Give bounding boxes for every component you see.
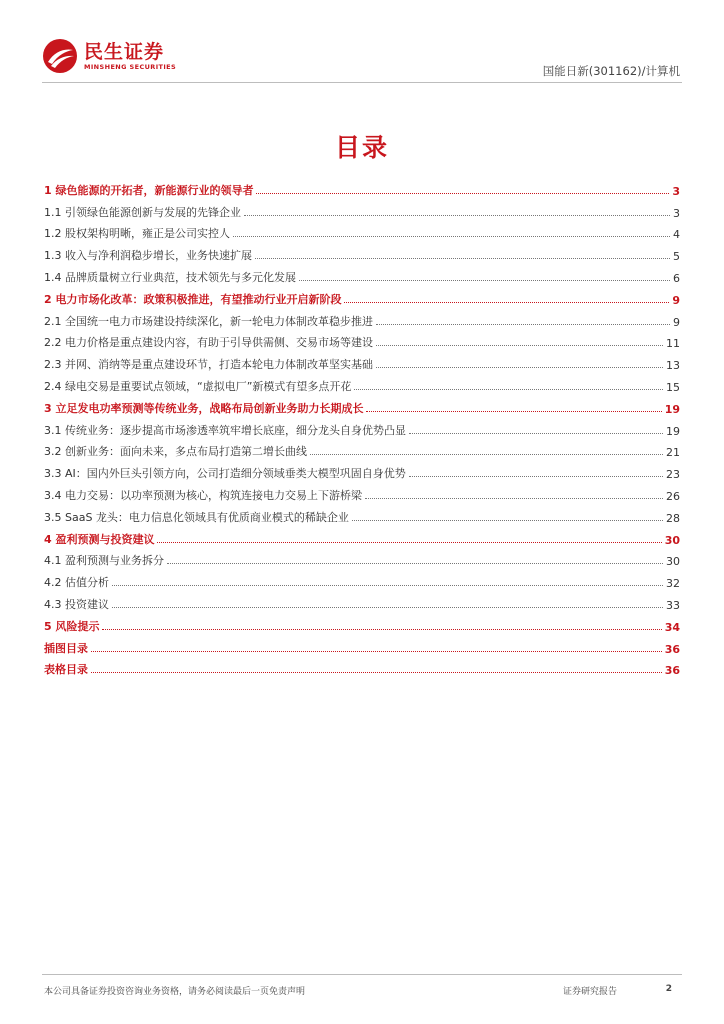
toc-leader-dots: [376, 345, 663, 346]
toc-leader-dots: [376, 324, 670, 325]
toc-entry[interactable]: [44, 525, 680, 547]
toc-entry-title: 3 立足发电功率预测等传统业务，战略布局创新业务助力长期成长: [44, 401, 364, 415]
toc-entry-page: 5: [673, 250, 680, 264]
toc-leader-dots: [102, 629, 661, 630]
toc-entry[interactable]: [44, 394, 680, 416]
toc-leader-dots: [91, 651, 662, 652]
toc-leader-dots: [354, 389, 663, 390]
toc-entry-title: 3.2 创新业务：面向未来，多点布局打造第二增长曲线: [44, 445, 307, 459]
toc-entry-title: 5 风险提示: [44, 619, 100, 633]
toc-entry-page: 34: [664, 620, 680, 634]
toc-entry-title: 表格目录: [44, 663, 88, 677]
toc-leader-dots: [376, 367, 663, 368]
toc-leader-dots: [112, 585, 663, 586]
logo-english-name: MINSHENG SECURITIES: [84, 62, 177, 71]
toc-entry[interactable]: [44, 503, 680, 525]
toc-entry-title: 2.1 全国统一电力市场建设持续深化，新一轮电力体制改革稳步推进: [44, 314, 373, 328]
toc-leader-dots: [365, 498, 663, 499]
toc-entry[interactable]: [44, 263, 680, 285]
toc-leader-dots: [233, 236, 670, 237]
toc-entry-title: 4.3 投资建议: [44, 597, 109, 611]
document-title: 国能日新(301162)/计算机: [542, 64, 680, 78]
toc-leader-dots: [310, 454, 663, 455]
toc-entry-title: 3.1 传统业务：逐步提高市场渗透率筑牢增长底座，细分龙头自身优势凸显: [44, 423, 406, 437]
toc-entry[interactable]: [44, 372, 680, 394]
minsheng-logo-icon: [42, 38, 78, 74]
toc-entry[interactable]: [44, 481, 680, 503]
footer-divider: [42, 974, 682, 975]
toc-entry-page: 36: [664, 642, 680, 656]
toc-leader-dots: [352, 520, 663, 521]
toc-entry[interactable]: [44, 459, 680, 481]
page-header: [0, 0, 724, 80]
toc-entry-page: 9: [672, 293, 680, 307]
toc-entry-page: 36: [664, 664, 680, 678]
toc-leader-dots: [344, 302, 669, 303]
toc-entry[interactable]: [44, 220, 680, 242]
toc-entry[interactable]: [44, 198, 680, 220]
toc-leader-dots: [157, 542, 661, 543]
toc-entry-title: 1.2 股权架构明晰，雍正是公司实控人: [44, 227, 230, 241]
toc-entry-page: 13: [666, 359, 680, 373]
toc-entry-page: 26: [666, 489, 680, 503]
toc-leader-dots: [244, 215, 670, 216]
toc-leader-dots: [409, 433, 663, 434]
toc-leader-dots: [409, 476, 663, 477]
toc-entry[interactable]: [44, 307, 680, 329]
toc-entry-title: 4.2 估值分析: [44, 576, 109, 590]
toc-entry[interactable]: [44, 656, 680, 678]
toc-entry-page: 30: [664, 533, 680, 547]
table-of-contents: [44, 176, 680, 677]
toc-entry-page: 4: [673, 228, 680, 242]
toc-entry-page: 32: [666, 577, 680, 591]
toc-entry-title: 2.2 电力价格是重点建设内容，有助于引导供需侧、交易市场等建设: [44, 336, 373, 350]
toc-leader-dots: [91, 672, 662, 673]
toc-heading: 目录: [334, 133, 389, 162]
toc-entry-page: 30: [666, 555, 680, 569]
toc-entry-title: 4 盈利预测与投资建议: [44, 532, 155, 546]
toc-entry-page: 28: [666, 511, 680, 525]
toc-entry-title: 2.4 绿电交易是重要试点领域，“虚拟电厂”新模式有望多点开花: [44, 379, 352, 393]
toc-leader-dots: [167, 563, 663, 564]
toc-entry-page: 33: [666, 598, 680, 612]
toc-entry[interactable]: [44, 285, 680, 307]
toc-entry-title: 1.4 品牌质量树立行业典范，技术领先与多元化发展: [44, 270, 296, 284]
toc-entry-title: 插图目录: [44, 641, 88, 655]
toc-entry-page: 21: [666, 446, 680, 460]
toc-entry[interactable]: [44, 438, 680, 460]
toc-leader-dots: [366, 411, 661, 412]
toc-entry-page: 3: [673, 206, 680, 220]
footer-report-type: 证券研究报告: [563, 987, 618, 997]
toc-entry-page: 9: [673, 315, 680, 329]
toc-entry[interactable]: [44, 612, 680, 634]
footer-disclaimer: 本公司具备证券投资咨询业务资格，请务必阅读最后一页免责声明: [44, 987, 306, 997]
toc-entry-title: 2 电力市场化改革：政策积极推进，有望推动行业开启新阶段: [44, 292, 342, 306]
toc-entry-title: 3.3 AI：国内外巨头引领方向，公司打造细分领域垂类大模型巩固自身优势: [44, 467, 406, 481]
toc-entry-title: 3.5 SaaS 龙头：电力信息化领域具有优质商业模式的稀缺企业: [44, 510, 349, 524]
toc-entry-title: 1.3 收入与净利润稳步增长，业务快速扩展: [44, 249, 252, 263]
toc-leader-dots: [255, 258, 670, 259]
toc-entry-title: 4.1 盈利预测与业务拆分: [44, 554, 164, 568]
header-divider: [42, 82, 682, 83]
toc-leader-dots: [256, 193, 669, 194]
toc-leader-dots: [112, 607, 663, 608]
toc-leader-dots: [299, 280, 670, 281]
toc-entry-page: 3: [672, 184, 680, 198]
logo-chinese-name: 民生证券: [84, 40, 165, 63]
brand-logo: [42, 38, 176, 74]
toc-entry-title: 2.3 并网、消纳等是重点建设环节，打造本轮电力体制改革坚实基础: [44, 358, 373, 372]
toc-entry[interactable]: [44, 416, 680, 438]
toc-entry-page: 23: [666, 468, 680, 482]
toc-entry-title: 3.4 电力交易：以功率预测为核心，构筑连接电力交易上下游桥梁: [44, 488, 362, 502]
toc-entry-title: 1 绿色能源的开拓者，新能源行业的领导者: [44, 183, 254, 197]
page-number: 2: [665, 984, 672, 994]
toc-entry-page: 6: [673, 271, 680, 285]
toc-entry[interactable]: [44, 590, 680, 612]
toc-entry-title: 1.1 引领绿色能源创新与发展的先锋企业: [44, 205, 241, 219]
toc-entry-page: 19: [664, 402, 680, 416]
toc-entry[interactable]: [44, 568, 680, 590]
toc-entry[interactable]: [44, 547, 680, 569]
toc-entry[interactable]: [44, 350, 680, 372]
toc-entry[interactable]: [44, 176, 680, 198]
toc-entry[interactable]: [44, 634, 680, 656]
toc-entry-page: 19: [666, 424, 680, 438]
toc-entry-page: 11: [666, 337, 680, 351]
toc-entry[interactable]: [44, 329, 680, 351]
toc-entry-page: 15: [666, 380, 680, 394]
toc-entry[interactable]: [44, 241, 680, 263]
